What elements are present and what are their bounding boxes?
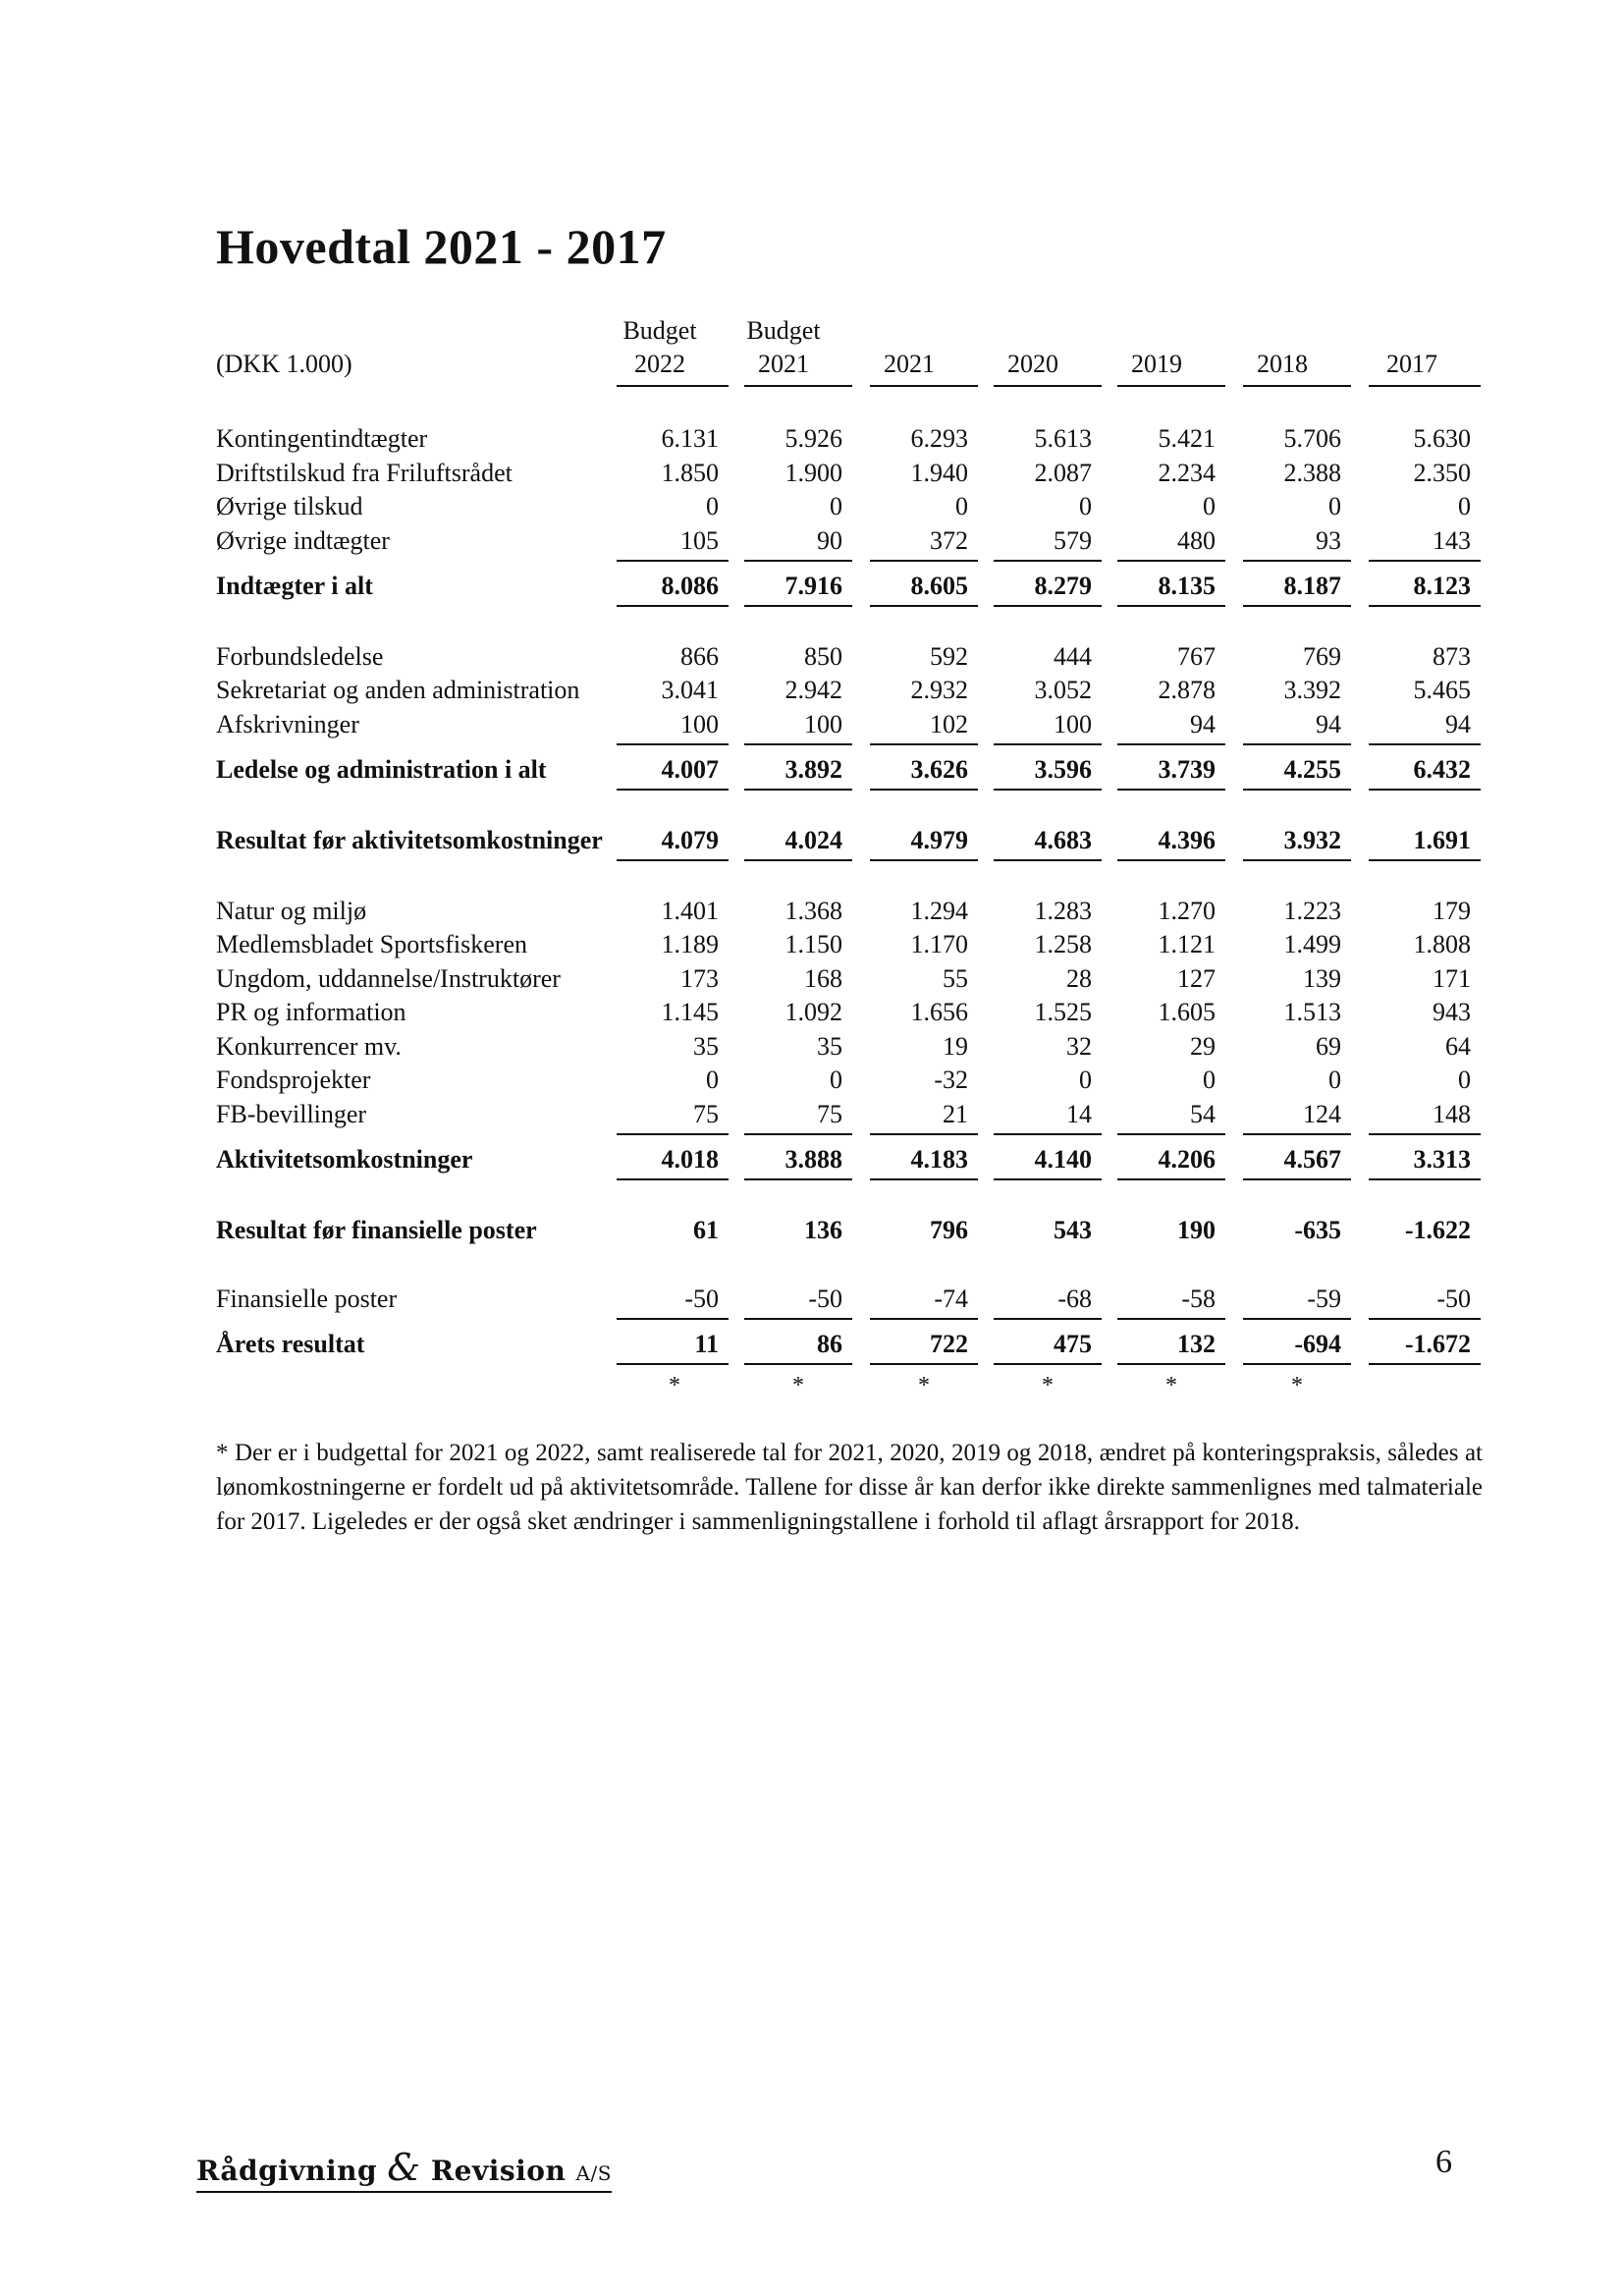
row-underline — [1369, 1133, 1481, 1135]
row-label: Finansielle poster — [216, 1285, 398, 1313]
row-value: 5.630 — [1413, 424, 1471, 453]
row-value: 0 — [706, 492, 719, 520]
row-value: 0 — [1079, 492, 1092, 520]
row-underline — [744, 1318, 852, 1320]
row-underline — [1117, 1133, 1225, 1135]
row-value: 4.007 — [661, 755, 719, 784]
row-value: 1.294 — [910, 897, 968, 925]
row-value: 0 — [706, 1066, 719, 1094]
row-value: 100 — [680, 710, 719, 738]
row-underline — [1369, 560, 1481, 562]
row-value: 2.350 — [1413, 459, 1471, 487]
row-value: 1.940 — [910, 459, 968, 487]
row-label: Aktivitetsomkostninger — [216, 1145, 473, 1174]
row-value: 64 — [1445, 1032, 1471, 1061]
row-underline — [617, 743, 729, 745]
row-value: 4.683 — [1034, 826, 1092, 854]
row-underline — [617, 605, 729, 607]
row-value: 6.432 — [1413, 755, 1471, 784]
column-header-year: 2021 — [884, 350, 935, 378]
row-value: 4.024 — [784, 826, 842, 854]
row-value: 873 — [1433, 642, 1471, 671]
row-underline — [1243, 1363, 1351, 1365]
row-value: -68 — [1057, 1285, 1092, 1313]
row-value: 124 — [1303, 1100, 1341, 1128]
row-value: 2.932 — [910, 676, 968, 704]
row-label: PR og information — [216, 998, 406, 1026]
row-value: 0 — [1079, 1066, 1092, 1094]
row-underline — [1369, 743, 1481, 745]
page-number: 6 — [1435, 2144, 1452, 2180]
row-value: 2.942 — [784, 676, 842, 704]
logo-text-2: Revision — [420, 2155, 576, 2187]
header-underline — [1369, 385, 1481, 387]
row-underline — [1243, 743, 1351, 745]
row-underline — [617, 1178, 729, 1180]
row-value: 8.605 — [910, 572, 968, 600]
row-underline — [1369, 605, 1481, 607]
column-header-top: Budget — [746, 316, 821, 345]
row-label: Fondsprojekter — [216, 1066, 371, 1094]
row-value: -59 — [1307, 1285, 1341, 1313]
row-value: 1.223 — [1283, 897, 1341, 925]
row-underline — [617, 560, 729, 562]
row-value: 139 — [1303, 964, 1341, 993]
row-value: 168 — [804, 964, 842, 993]
row-value: 1.691 — [1413, 826, 1471, 854]
row-value: 19 — [943, 1032, 968, 1061]
row-value: 943 — [1433, 998, 1471, 1026]
column-header-year: 2020 — [1007, 350, 1058, 378]
row-underline — [1243, 605, 1351, 607]
row-value: 4.567 — [1283, 1145, 1341, 1174]
row-underline — [1243, 1318, 1351, 1320]
row-value: 3.739 — [1158, 755, 1216, 784]
row-value: 0 — [1203, 1066, 1216, 1094]
row-value: -32 — [934, 1066, 968, 1094]
row-value: 35 — [693, 1032, 719, 1061]
row-underline — [744, 859, 852, 861]
row-value: 132 — [1177, 1330, 1216, 1358]
row-value: 28 — [1066, 964, 1092, 993]
row-value: 3.392 — [1283, 676, 1341, 704]
row-value: 8.135 — [1158, 572, 1216, 600]
row-value: 1.283 — [1034, 897, 1092, 925]
row-value: 1.368 — [784, 897, 842, 925]
row-value: 3.041 — [661, 676, 719, 704]
row-value: 0 — [830, 492, 842, 520]
header-underline — [1243, 385, 1351, 387]
row-value: 0 — [1458, 1066, 1471, 1094]
row-underline — [870, 789, 978, 791]
row-value: 769 — [1303, 642, 1341, 671]
row-label: Kontingentindtægter — [216, 424, 428, 453]
row-label: Afskrivninger — [216, 710, 359, 738]
row-label: Konkurrencer mv. — [216, 1032, 402, 1061]
row-value: 5.613 — [1034, 424, 1092, 453]
row-underline — [744, 789, 852, 791]
row-value: 93 — [1316, 526, 1341, 555]
row-underline — [617, 1363, 729, 1365]
row-underline — [870, 1363, 978, 1365]
row-value: 1.121 — [1158, 930, 1216, 958]
row-value: 14 — [1066, 1100, 1092, 1128]
row-value: 2.087 — [1034, 459, 1092, 487]
row-label: Forbundsledelse — [216, 642, 384, 671]
row-underline — [617, 1318, 729, 1320]
row-value: 3.596 — [1034, 755, 1092, 784]
row-underline — [744, 605, 852, 607]
row-value: -74 — [934, 1285, 968, 1313]
row-label: Natur og miljø — [216, 897, 367, 925]
row-value: -50 — [684, 1285, 719, 1313]
row-underline — [1117, 1318, 1225, 1320]
row-label: Medlemsbladet Sportsfiskeren — [216, 930, 527, 958]
row-underline — [994, 1318, 1102, 1320]
row-underline — [994, 1363, 1102, 1365]
row-value: -694 — [1294, 1330, 1341, 1358]
row-underline — [744, 560, 852, 562]
row-value: 0 — [955, 492, 968, 520]
row-value: 1.499 — [1283, 930, 1341, 958]
row-value: 866 — [680, 642, 719, 671]
row-value: 796 — [930, 1216, 968, 1244]
row-value: 3.052 — [1034, 676, 1092, 704]
row-underline — [870, 1133, 978, 1135]
row-value: 4.255 — [1283, 755, 1341, 784]
row-label: FB-bevillinger — [216, 1100, 367, 1128]
row-value: 3.932 — [1283, 826, 1341, 854]
row-value: 148 — [1433, 1100, 1471, 1128]
row-underline — [1243, 789, 1351, 791]
row-value: -50 — [1436, 1285, 1471, 1313]
row-value: -635 — [1294, 1216, 1341, 1244]
row-value: 61 — [693, 1216, 719, 1244]
asterisk-marker: * — [792, 1373, 804, 1398]
row-value: 592 — [930, 642, 968, 671]
row-value: 2.878 — [1158, 676, 1216, 704]
row-value: 171 — [1433, 964, 1471, 993]
row-underline — [1117, 1363, 1225, 1365]
row-label: Ledelse og administration i alt — [216, 755, 547, 784]
row-value: 0 — [1458, 492, 1471, 520]
row-value: 1.605 — [1158, 998, 1216, 1026]
row-label: Indtægter i alt — [216, 572, 373, 600]
row-value: 0 — [830, 1066, 842, 1094]
row-value: 4.396 — [1158, 826, 1216, 854]
row-value: 54 — [1190, 1100, 1216, 1128]
column-header-year: 2019 — [1131, 350, 1182, 378]
row-value: 75 — [693, 1100, 719, 1128]
row-value: 1.170 — [910, 930, 968, 958]
row-underline — [744, 1178, 852, 1180]
row-underline — [1369, 1318, 1481, 1320]
row-value: 105 — [680, 526, 719, 555]
row-value: 4.183 — [910, 1145, 968, 1174]
row-value: 1.401 — [661, 897, 719, 925]
row-underline — [870, 560, 978, 562]
row-underline — [1369, 1363, 1481, 1365]
row-value: 143 — [1433, 526, 1471, 555]
header-underline — [617, 385, 729, 387]
row-value: 1.900 — [784, 459, 842, 487]
row-value: 5.465 — [1413, 676, 1471, 704]
row-value: 55 — [943, 964, 968, 993]
row-underline — [617, 1133, 729, 1135]
row-value: 8.086 — [661, 572, 719, 600]
row-value: 579 — [1054, 526, 1092, 555]
header-underline — [870, 385, 978, 387]
row-label: Øvrige indtægter — [216, 526, 390, 555]
header-underline — [994, 385, 1102, 387]
row-value: 8.187 — [1283, 572, 1341, 600]
row-label: Sekretariat og anden administration — [216, 676, 580, 704]
row-underline — [1369, 1178, 1481, 1180]
row-value: 1.092 — [784, 998, 842, 1026]
row-value: 94 — [1190, 710, 1216, 738]
row-value: 1.270 — [1158, 897, 1216, 925]
row-value: 100 — [1054, 710, 1092, 738]
row-value: 1.150 — [784, 930, 842, 958]
row-value: 75 — [817, 1100, 842, 1128]
row-underline — [994, 859, 1102, 861]
logo-text-1: Rådgivning — [196, 2155, 388, 2187]
row-value: 475 — [1054, 1330, 1092, 1358]
row-value: 32 — [1066, 1032, 1092, 1061]
row-underline — [994, 743, 1102, 745]
row-underline — [994, 560, 1102, 562]
row-value: 4.079 — [661, 826, 719, 854]
row-underline — [744, 743, 852, 745]
row-value: 0 — [1328, 492, 1341, 520]
row-underline — [1117, 1178, 1225, 1180]
column-header-year: 2021 — [758, 350, 809, 378]
unit-label: (DKK 1.000) — [216, 350, 352, 378]
row-value: 190 — [1177, 1216, 1216, 1244]
row-underline — [1117, 859, 1225, 861]
company-logo — [196, 2146, 612, 2193]
row-underline — [1243, 1178, 1351, 1180]
row-label: Øvrige tilskud — [216, 492, 363, 520]
row-label: Resultat før aktivitetsomkostninger — [216, 826, 603, 854]
row-underline — [994, 605, 1102, 607]
row-value: 3.626 — [910, 755, 968, 784]
row-value: 179 — [1433, 897, 1471, 925]
row-value: 7.916 — [784, 572, 842, 600]
row-underline — [870, 859, 978, 861]
asterisk-marker: * — [1165, 1373, 1177, 1398]
logo-ampersand: & — [387, 2146, 421, 2189]
row-underline — [1117, 605, 1225, 607]
row-underline — [1243, 1133, 1351, 1135]
page-title: Hovedtal 2021 - 2017 — [216, 219, 667, 274]
row-underline — [1369, 859, 1481, 861]
row-value: 543 — [1054, 1216, 1092, 1244]
row-value: 5.706 — [1283, 424, 1341, 453]
row-label: Årets resultat — [216, 1330, 365, 1358]
row-value: 21 — [943, 1100, 968, 1128]
row-value: 11 — [694, 1330, 719, 1358]
row-value: 69 — [1316, 1032, 1341, 1061]
row-value: 722 — [930, 1330, 968, 1358]
row-underline — [744, 1133, 852, 1135]
logo-suffix: A/S — [575, 2161, 612, 2185]
row-value: 1.808 — [1413, 930, 1471, 958]
row-label: Driftstilskud fra Friluftsrådet — [216, 459, 513, 487]
row-underline — [1117, 560, 1225, 562]
row-label: Resultat før finansielle poster — [216, 1216, 537, 1244]
row-value: -1.672 — [1404, 1330, 1471, 1358]
row-value: 102 — [930, 710, 968, 738]
row-underline — [1243, 859, 1351, 861]
row-value: 444 — [1054, 642, 1092, 671]
row-value: 1.525 — [1034, 998, 1092, 1026]
row-value: 35 — [817, 1032, 842, 1061]
row-value: 4.018 — [661, 1145, 719, 1174]
row-value: 127 — [1177, 964, 1216, 993]
row-value: 3.888 — [784, 1145, 842, 1174]
row-value: 3.313 — [1413, 1145, 1471, 1174]
row-value: 1.850 — [661, 459, 719, 487]
row-value: 2.388 — [1283, 459, 1341, 487]
header-underline — [1117, 385, 1225, 387]
row-underline — [744, 1363, 852, 1365]
row-value: 136 — [804, 1216, 842, 1244]
row-underline — [1117, 789, 1225, 791]
row-value: -58 — [1181, 1285, 1216, 1313]
row-underline — [1117, 743, 1225, 745]
row-value: 1.258 — [1034, 930, 1092, 958]
column-header-year: 2022 — [634, 350, 685, 378]
row-underline — [1243, 560, 1351, 562]
row-value: 5.421 — [1158, 424, 1216, 453]
row-underline — [994, 789, 1102, 791]
row-label: Ungdom, uddannelse/Instruktører — [216, 964, 561, 993]
row-value: 1.145 — [661, 998, 719, 1026]
row-underline — [1369, 789, 1481, 791]
asterisk-marker: * — [918, 1373, 930, 1398]
row-value: 94 — [1445, 710, 1471, 738]
row-value: 4.140 — [1034, 1145, 1092, 1174]
row-value: 100 — [804, 710, 842, 738]
row-value: 767 — [1177, 642, 1216, 671]
row-underline — [994, 1178, 1102, 1180]
row-underline — [870, 743, 978, 745]
footnote: * Der er i budgettal for 2021 og 2022, samt realiserede tal for 2021, 2020, 2019 og 2018, ændret på konteringspraksis, således at lønomkostningerne er fordelt ud på aktivitetsområde. Tallene for disse år kan derfor ikke direkte sammenlignes med talmateriale for 2017. Ligeledes er der også sket ændringer i sammenligningstallene i forhold til aflagt årsrapport for 2018. — [216, 1440, 1483, 1535]
row-value: 0 — [1203, 492, 1216, 520]
row-value: 6.293 — [910, 424, 968, 453]
row-value: 29 — [1190, 1032, 1216, 1061]
row-value: 4.979 — [910, 826, 968, 854]
row-value: 372 — [930, 526, 968, 555]
row-value: 1.656 — [910, 998, 968, 1026]
row-underline — [870, 1318, 978, 1320]
row-value: 86 — [817, 1330, 842, 1358]
column-header-year: 2017 — [1386, 350, 1437, 378]
row-value: 480 — [1177, 526, 1216, 555]
row-value: 173 — [680, 964, 719, 993]
header-underline — [744, 385, 852, 387]
row-value: 6.131 — [661, 424, 719, 453]
row-value: 3.892 — [784, 755, 842, 784]
row-value: 94 — [1316, 710, 1341, 738]
row-value: 4.206 — [1158, 1145, 1216, 1174]
row-value: 1.189 — [661, 930, 719, 958]
row-underline — [870, 1178, 978, 1180]
asterisk-marker: * — [1042, 1373, 1054, 1398]
row-value: -50 — [808, 1285, 842, 1313]
row-value: 1.513 — [1283, 998, 1341, 1026]
row-value: 2.234 — [1158, 459, 1216, 487]
column-header-year: 2018 — [1257, 350, 1308, 378]
row-value: 0 — [1328, 1066, 1341, 1094]
row-value: 8.279 — [1034, 572, 1092, 600]
row-underline — [870, 605, 978, 607]
row-underline — [617, 789, 729, 791]
row-value: 8.123 — [1413, 572, 1471, 600]
row-value: 850 — [804, 642, 842, 671]
row-value: 5.926 — [784, 424, 842, 453]
row-value: 90 — [817, 526, 842, 555]
row-underline — [617, 859, 729, 861]
row-underline — [994, 1133, 1102, 1135]
column-header-top: Budget — [622, 316, 697, 345]
asterisk-marker: * — [669, 1373, 680, 1398]
row-value: -1.622 — [1404, 1216, 1471, 1244]
asterisk-marker: * — [1291, 1373, 1303, 1398]
